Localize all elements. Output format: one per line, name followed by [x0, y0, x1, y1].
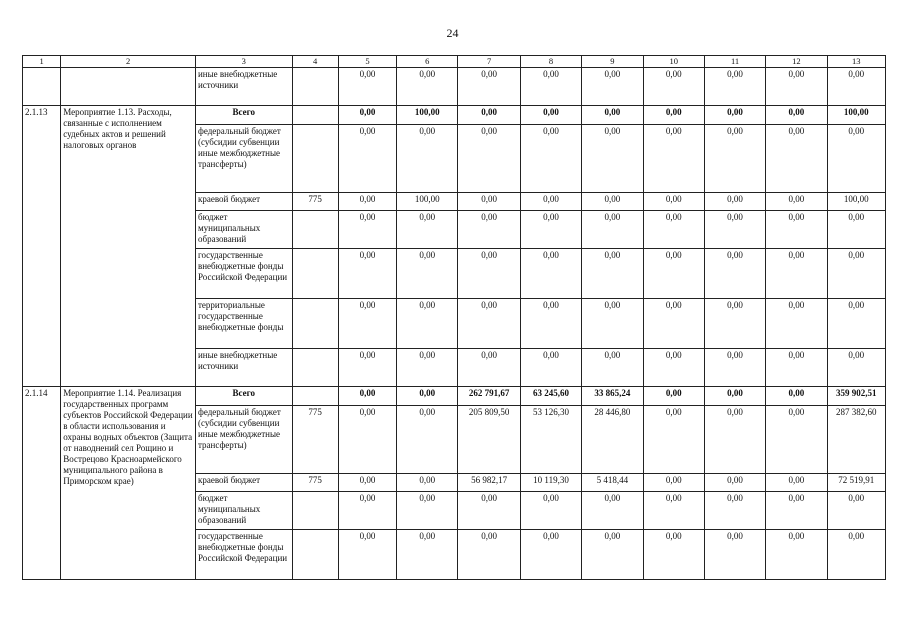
amount-cell: 0,00	[520, 106, 581, 125]
amount-cell: 0,00	[397, 530, 458, 580]
funding-source: Всего	[195, 387, 292, 406]
amount-cell: 0,00	[520, 125, 581, 193]
column-header: 2	[61, 56, 196, 68]
amount-cell: 0,00	[520, 492, 581, 530]
amount-cell: 0,00	[458, 68, 520, 106]
funding-source: государственные внебюджетные фонды Российской Федерации	[195, 249, 292, 299]
amount-cell: 0,00	[766, 106, 827, 125]
amount-cell: 262 791,67	[458, 387, 520, 406]
budget-code	[292, 299, 338, 349]
amount-cell: 0,00	[643, 387, 704, 406]
funding-source: федеральный бюджет (субсидии субвенции иные межбюджетные трансферты)	[195, 125, 292, 193]
amount-cell: 0,00	[827, 125, 885, 193]
amount-cell: 0,00	[704, 193, 765, 211]
amount-cell: 0,00	[704, 349, 765, 387]
column-header: 8	[520, 56, 581, 68]
amount-cell: 0,00	[582, 530, 643, 580]
amount-cell: 0,00	[827, 249, 885, 299]
funding-source: Всего	[195, 106, 292, 125]
amount-cell: 100,00	[397, 193, 458, 211]
amount-cell: 0,00	[582, 249, 643, 299]
row-id	[23, 68, 61, 106]
amount-cell: 0,00	[397, 349, 458, 387]
amount-cell: 0,00	[766, 125, 827, 193]
funding-source: иные внебюджетные источники	[195, 68, 292, 106]
amount-cell: 0,00	[397, 68, 458, 106]
amount-cell: 0,00	[766, 249, 827, 299]
amount-cell: 0,00	[827, 68, 885, 106]
budget-code	[292, 68, 338, 106]
amount-cell: 0,00	[397, 125, 458, 193]
amount-cell: 0,00	[338, 349, 396, 387]
row-title	[61, 68, 196, 106]
amount-cell: 0,00	[458, 193, 520, 211]
amount-cell: 0,00	[643, 68, 704, 106]
amount-cell: 0,00	[643, 249, 704, 299]
amount-cell: 359 902,51	[827, 387, 885, 406]
amount-cell: 0,00	[397, 474, 458, 492]
budget-code	[292, 387, 338, 406]
amount-cell: 205 809,50	[458, 406, 520, 474]
amount-cell: 0,00	[338, 106, 396, 125]
amount-cell: 0,00	[520, 193, 581, 211]
amount-cell: 0,00	[520, 299, 581, 349]
amount-cell: 0,00	[397, 387, 458, 406]
amount-cell: 53 126,30	[520, 406, 581, 474]
amount-cell: 0,00	[458, 349, 520, 387]
amount-cell: 0,00	[643, 530, 704, 580]
amount-cell: 0,00	[643, 193, 704, 211]
budget-code	[292, 492, 338, 530]
column-header: 7	[458, 56, 520, 68]
amount-cell: 0,00	[827, 299, 885, 349]
header-row	[23, 56, 886, 68]
amount-cell: 0,00	[766, 211, 827, 249]
funding-source: государственные внебюджетные фонды Российской Федерации	[195, 530, 292, 580]
column-header: 13	[827, 56, 885, 68]
amount-cell: 0,00	[338, 387, 396, 406]
row-id: 2.1.13	[23, 106, 61, 387]
column-header: 5	[338, 56, 396, 68]
funding-source: территориальные государственные внебюджетные фонды	[195, 299, 292, 349]
amount-cell: 0,00	[458, 492, 520, 530]
amount-cell: 0,00	[766, 349, 827, 387]
amount-cell: 0,00	[397, 299, 458, 349]
column-header: 10	[643, 56, 704, 68]
amount-cell: 72 519,91	[827, 474, 885, 492]
amount-cell: 0,00	[520, 68, 581, 106]
budget-code	[292, 125, 338, 193]
amount-cell: 0,00	[520, 211, 581, 249]
budget-code	[292, 249, 338, 299]
amount-cell: 0,00	[827, 211, 885, 249]
amount-cell: 0,00	[704, 530, 765, 580]
amount-cell: 100,00	[397, 106, 458, 125]
amount-cell: 28 446,80	[582, 406, 643, 474]
amount-cell: 0,00	[766, 530, 827, 580]
page-number: 24	[446, 26, 459, 40]
amount-cell: 0,00	[704, 106, 765, 125]
funding-source: краевой бюджет	[195, 193, 292, 211]
amount-cell: 0,00	[582, 106, 643, 125]
amount-cell: 33 865,24	[582, 387, 643, 406]
amount-cell: 100,00	[827, 193, 885, 211]
amount-cell: 0,00	[766, 406, 827, 474]
budget-table	[22, 55, 886, 580]
amount-cell: 0,00	[458, 249, 520, 299]
amount-cell: 0,00	[766, 387, 827, 406]
budget-code: 775	[292, 193, 338, 211]
amount-cell: 0,00	[338, 299, 396, 349]
amount-cell: 5 418,44	[582, 474, 643, 492]
amount-cell: 0,00	[458, 125, 520, 193]
amount-cell: 0,00	[643, 406, 704, 474]
amount-cell: 0,00	[458, 299, 520, 349]
amount-cell: 0,00	[643, 474, 704, 492]
amount-cell: 0,00	[704, 125, 765, 193]
amount-cell: 63 245,60	[520, 387, 581, 406]
amount-cell: 0,00	[704, 299, 765, 349]
amount-cell: 0,00	[766, 299, 827, 349]
amount-cell: 0,00	[704, 387, 765, 406]
amount-cell: 0,00	[582, 193, 643, 211]
amount-cell: 0,00	[643, 349, 704, 387]
column-header: 4	[292, 56, 338, 68]
amount-cell: 0,00	[338, 125, 396, 193]
amount-cell: 0,00	[643, 106, 704, 125]
amount-cell: 0,00	[643, 125, 704, 193]
amount-cell: 0,00	[338, 68, 396, 106]
amount-cell: 0,00	[338, 249, 396, 299]
row-id: 2.1.14	[23, 387, 61, 580]
column-header: 11	[704, 56, 765, 68]
row-title: Мероприятие 1.14. Реализация государственных программ субъектов Российской Федерации в области использования и охраны водных объектов (Защита от наводнений сел Рощино и Вострецово Красноармейского муниципального района в Приморском крае)	[61, 387, 196, 580]
amount-cell: 0,00	[582, 211, 643, 249]
amount-cell: 0,00	[766, 474, 827, 492]
column-header: 1	[23, 56, 61, 68]
budget-code	[292, 106, 338, 125]
amount-cell: 0,00	[338, 193, 396, 211]
amount-cell: 0,00	[582, 125, 643, 193]
amount-cell: 0,00	[582, 299, 643, 349]
amount-cell: 0,00	[458, 106, 520, 125]
column-header: 9	[582, 56, 643, 68]
amount-cell: 287 382,60	[827, 406, 885, 474]
amount-cell: 0,00	[582, 349, 643, 387]
amount-cell: 0,00	[643, 211, 704, 249]
budget-code: 775	[292, 474, 338, 492]
amount-cell: 0,00	[766, 193, 827, 211]
row-title: Мероприятие 1.13. Расходы, связанные с исполнением судебных актов и решений налоговых органов	[61, 106, 196, 387]
amount-cell: 0,00	[520, 349, 581, 387]
funding-source: бюджет муниципальных образований	[195, 211, 292, 249]
amount-cell: 0,00	[397, 406, 458, 474]
amount-cell: 0,00	[827, 349, 885, 387]
amount-cell: 0,00	[458, 530, 520, 580]
amount-cell: 0,00	[582, 492, 643, 530]
amount-cell: 0,00	[643, 299, 704, 349]
amount-cell: 0,00	[704, 474, 765, 492]
amount-cell: 0,00	[766, 492, 827, 530]
column-header: 3	[195, 56, 292, 68]
amount-cell: 0,00	[458, 211, 520, 249]
funding-source: федеральный бюджет (субсидии субвенции иные межбюджетные трансферты)	[195, 406, 292, 474]
amount-cell: 0,00	[643, 492, 704, 530]
amount-cell: 0,00	[704, 249, 765, 299]
amount-cell: 56 982,17	[458, 474, 520, 492]
amount-cell: 0,00	[397, 249, 458, 299]
funding-source: иные внебюджетные источники	[195, 349, 292, 387]
amount-cell: 0,00	[827, 530, 885, 580]
budget-code: 775	[292, 406, 338, 474]
amount-cell: 0,00	[582, 68, 643, 106]
amount-cell: 0,00	[338, 530, 396, 580]
amount-cell: 0,00	[397, 211, 458, 249]
amount-cell: 0,00	[704, 211, 765, 249]
table-row	[23, 68, 886, 106]
amount-cell: 0,00	[704, 406, 765, 474]
funding-source: бюджет муниципальных образований	[195, 492, 292, 530]
column-header: 12	[766, 56, 827, 68]
amount-cell: 10 119,30	[520, 474, 581, 492]
amount-cell: 0,00	[338, 211, 396, 249]
amount-cell: 0,00	[704, 68, 765, 106]
budget-code	[292, 530, 338, 580]
budget-code	[292, 211, 338, 249]
amount-cell: 0,00	[338, 492, 396, 530]
amount-cell: 0,00	[766, 68, 827, 106]
amount-cell: 0,00	[520, 249, 581, 299]
funding-source: краевой бюджет	[195, 474, 292, 492]
amount-cell: 0,00	[338, 474, 396, 492]
amount-cell: 100,00	[827, 106, 885, 125]
amount-cell: 0,00	[827, 492, 885, 530]
column-header: 6	[397, 56, 458, 68]
amount-cell: 0,00	[338, 406, 396, 474]
amount-cell: 0,00	[704, 492, 765, 530]
table-row	[23, 106, 886, 125]
table-row	[23, 387, 886, 406]
budget-code	[292, 349, 338, 387]
amount-cell: 0,00	[520, 530, 581, 580]
amount-cell: 0,00	[397, 492, 458, 530]
